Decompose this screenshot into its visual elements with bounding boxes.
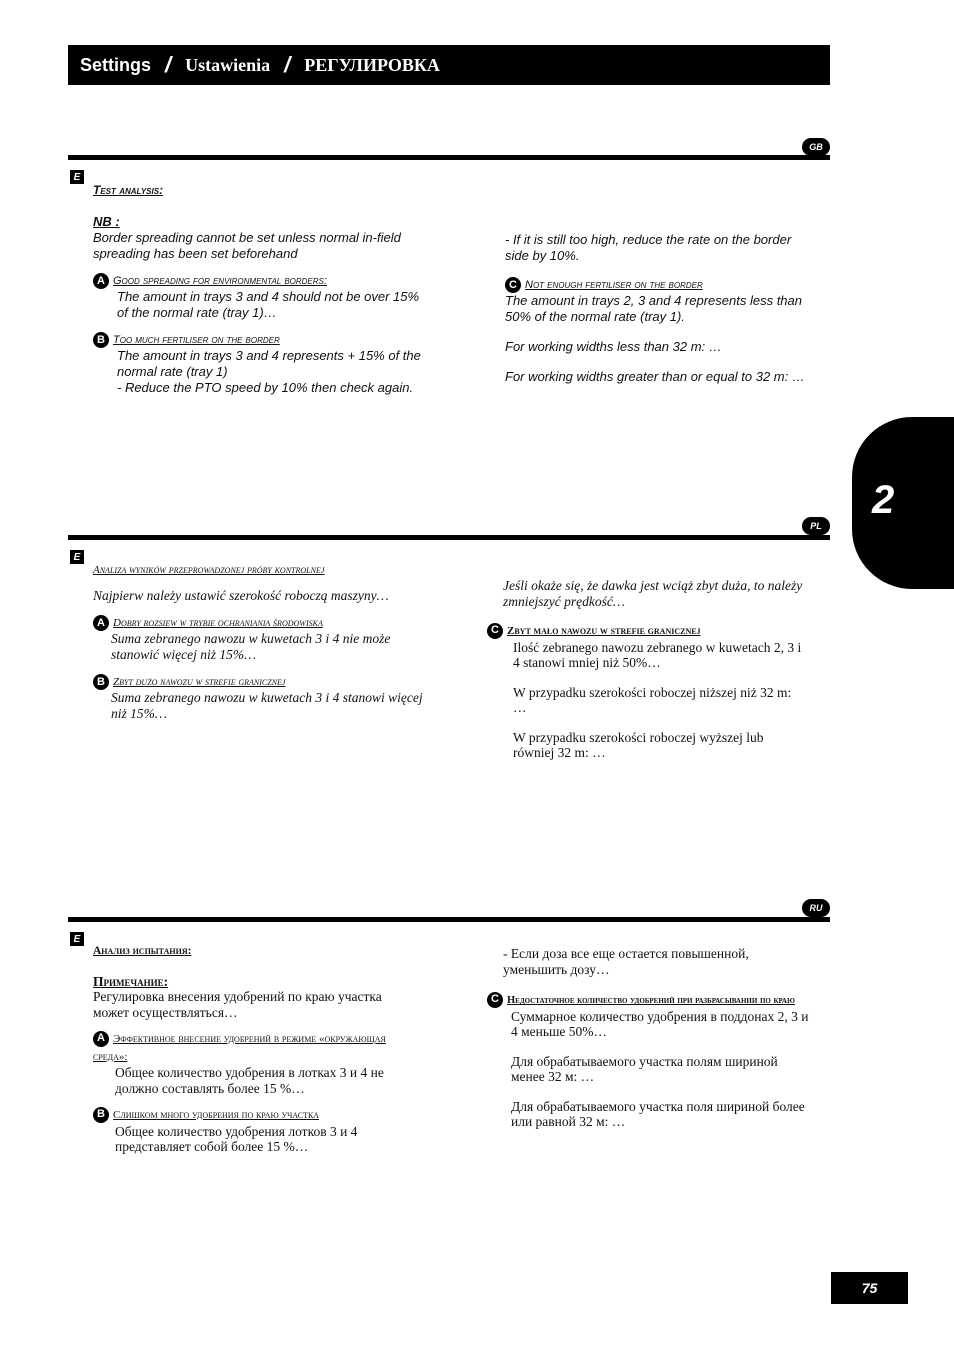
gb-width-less: For working widths less than 32 m: … [505, 339, 722, 354]
pl-intro: Najpierw należy ustawić szerokość roboczą maszyny… [93, 588, 389, 603]
marker-c-icon: C [505, 277, 521, 293]
pl-right-column [487, 578, 807, 761]
section-rule-pl [68, 535, 830, 540]
pl-width-greater: W przypadku szerokości roboczej wyższej lub równiej 32 m: … [513, 729, 764, 760]
gb-right-text: - If it is still too high, reduce the rate on the border side by 10%. [505, 232, 792, 263]
lang-badge-pl: PL [802, 517, 830, 535]
gb-c-body: The amount in trays 2, 3 and 4 represents less than 50% of the normal rate (tray 1). [505, 293, 803, 324]
ru-note-label: Примечание: [93, 973, 169, 989]
section-marker-e: E [70, 932, 84, 946]
gb-b-title: Too much fertiliser on the border [113, 334, 280, 346]
page-number: 75 [831, 1272, 908, 1304]
gb-nb-text: Border spreading cannot be set unless normal in-field spreading has been set beforehand [93, 230, 401, 261]
pl-a-title: Dobry rozsiew w trybie ochraniania środowiska [113, 617, 323, 629]
pl-left-column [93, 562, 423, 722]
marker-b-icon: B [93, 674, 109, 690]
marker-c-icon: C [487, 623, 503, 639]
pl-title: Analiza wyników przeprowadzonej próby kontrolnej [93, 564, 325, 576]
pl-c-body: Ilość zebranego nawozu zebranego w kuwetach 2, 3 i 4 stanowi mniej niż 50%… [513, 639, 802, 670]
ru-left-column [93, 944, 418, 1155]
marker-a-icon: A [93, 273, 109, 289]
marker-b-icon: B [93, 1107, 109, 1123]
chapter-tab [852, 417, 954, 589]
gb-c-title: Not enough fertiliser on the border [525, 279, 703, 291]
ru-c-body: Суммарное количество удобрения в поддонах 2, 3 и 4 меньше 50%… [511, 1008, 809, 1039]
lang-badge-ru: RU [802, 899, 830, 917]
ru-width-greater: Для обрабатываемого участка поля шириной более или равной 32 м: … [511, 1098, 805, 1129]
gb-a-title: Good spreading for environmental borders: [113, 275, 327, 287]
pl-b-body: Suma zebranego nawozu w kuwetach 3 i 4 stanowi więcej niż 15%… [111, 690, 423, 721]
ru-a-title: Эффективное внесение удобрений в режиме «окружающая среда»: [93, 1033, 386, 1063]
gb-title: Test analysis: [93, 183, 164, 197]
gb-left-column [93, 182, 433, 396]
page-header [68, 45, 830, 85]
ru-width-less: Для обрабатываемого участка полям шириной менее 32 м: … [511, 1053, 778, 1084]
chapter-number: 2 [872, 478, 895, 522]
marker-a-icon: A [93, 615, 109, 631]
gb-a-body: The amount in trays 3 and 4 should not be over 15% of the normal rate (tray 1)… [117, 289, 420, 320]
header-title-pl: Ustawienia [185, 54, 271, 75]
gb-b-body: The amount in trays 3 and 4 represents + 15% of the normal rate (tray 1) [117, 348, 421, 379]
header-separator: / [165, 52, 172, 77]
header-title-ru: РЕГУЛИРОВКА [304, 54, 440, 75]
section-rule-ru [68, 917, 830, 922]
header-title-en: Settings [80, 54, 152, 75]
section-marker-e: E [70, 550, 84, 564]
pl-b-title: Zbyt dużo nawozu w strefie granicznej [113, 676, 286, 688]
gb-nb-label: NB : [93, 214, 120, 229]
pl-a-body: Suma zebranego nawozu w kuwetach 3 i 4 nie może stanowić więcej niż 15%… [111, 631, 391, 662]
lang-badge-gb: GB [802, 138, 830, 156]
header-separator: / [284, 52, 291, 77]
ru-b-body: Общее количество удобрения лотков 3 и 4 представляет собой более 15 %… [115, 1123, 358, 1154]
gb-b-detail: - Reduce the PTO speed by 10% then check again. [117, 380, 414, 395]
ru-b-title: Слишком много удобрения по краю участка [113, 1109, 320, 1121]
ru-a-body: Общее количество удобрения в лотках 3 и 4 не должно составлять более 15 %… [115, 1065, 384, 1096]
ru-note-text: Регулировка внесения удобрений по краю участка может осуществляться… [93, 989, 382, 1020]
ru-right-text: - Если доза все еще остается повышенной, уменьшить дозу… [503, 946, 749, 977]
pl-right-text: Jeśli okaże się, że dawka jest wciąż zbyt duża, to należy zmniejszyć prędkość… [503, 578, 803, 609]
ru-right-column [487, 946, 812, 1130]
pl-c-title: Zbyt mało nawozu w strefie granicznej [507, 625, 701, 637]
section-rule-gb [68, 155, 830, 160]
gb-right-column [505, 232, 805, 385]
gb-width-greater: For working widths greater than or equal to 32 m: … [505, 369, 805, 384]
marker-c-icon: C [487, 992, 503, 1008]
ru-title: Анализ испытания: [93, 945, 192, 957]
pl-width-less: W przypadku szerokości roboczej niższej niż 32 m: … [513, 684, 792, 715]
marker-a-icon: A [93, 1031, 109, 1047]
section-marker-e: E [70, 170, 84, 184]
ru-c-title: Недостаточное количество удобрений при разбрасывании по краю [507, 995, 795, 1006]
marker-b-icon: B [93, 332, 109, 348]
